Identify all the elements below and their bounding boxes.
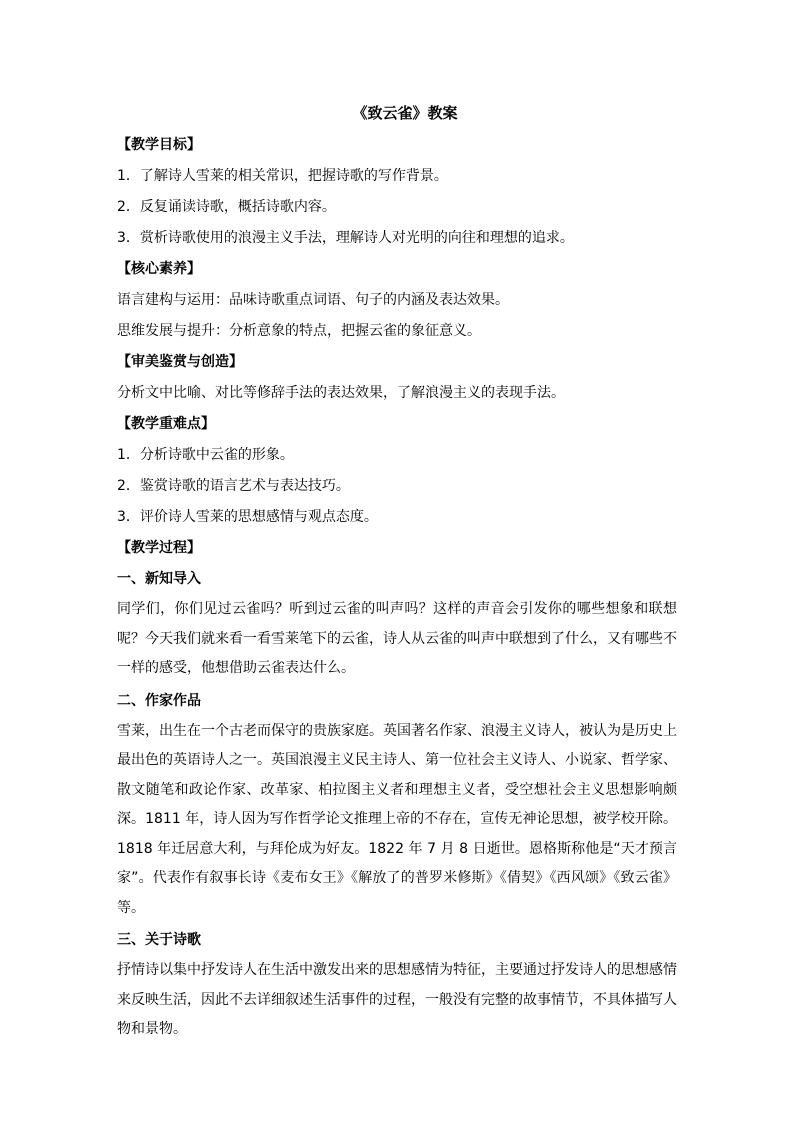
key-points-heading: 【教学重难点】	[117, 416, 215, 432]
objective-item: 2．反复诵读诗歌，概括诗歌内容。	[117, 199, 336, 215]
aesthetics-item: 分析文中比喻、对比等修辞手法的表达效果，了解浪漫主义的表现手法。	[117, 385, 565, 401]
aesthetics-heading: 【审美鉴赏与创造】	[117, 354, 243, 370]
document-body	[117, 100, 677, 1045]
intro-heading: 一、新知导入	[117, 571, 201, 587]
objective-item: 3．赏析诗歌使用的浪漫主义手法，理解诗人对光明的向往和理想的追求。	[117, 230, 574, 246]
process-heading: 【教学过程】	[117, 540, 201, 556]
literacy-item: 思维发展与提升：分析意象的特点，把握云雀的象征意义。	[117, 323, 481, 339]
poetry-paragraph: 抒情诗以集中抒发诗人在生活中激发出来的思想感情为特征，主要通过抒发诗人的思想感情来反映生活，因此不去详细叙述生活事件的过程，一般没有完整的故事情节，不具体描写人物和景物。	[117, 962, 677, 1037]
objectives-heading: 【教学目标】	[117, 137, 201, 153]
document-title: 《致云雀》教案	[352, 104, 458, 122]
objective-item: 1．了解诗人雪莱的相关常识，把握诗歌的写作背景。	[117, 168, 448, 184]
key-point-item: 1．分析诗歌中云雀的形象。	[117, 447, 294, 463]
author-paragraph: 雪莱，出生在一个古老而保守的贵族家庭。英国著名作家、浪漫主义诗人，被认为是历史上最出色的英语诗人之一。英国浪漫主义民主诗人、第一位社会主义诗人、小说家、哲学家、散文随笔和政论作家、改革家、柏拉图主义者和理想主义者，受空想社会主义思想影响颇深。1811 年，诗人因为写作哲学论文推理上帝的不存在，宣传无神论思想，被学校开除。1818 年迁居意大利，与拜伦成为好友。1822 年 7 月 8 日逝世。恩格斯称他是“天才预言家”。代表作有叙事长诗《麦布女王》《解放了的普罗米修斯》《倩契》《西风颂》《致云雀》等。	[117, 722, 677, 916]
poetry-heading: 三、关于诗歌	[117, 932, 201, 948]
author-heading: 二、作家作品	[117, 692, 201, 709]
key-point-item: 2．鉴赏诗歌的语言艺术与表达技巧。	[117, 478, 350, 494]
intro-paragraph: 同学们，你们见过云雀吗？听到过云雀的叫声吗？这样的声音会引发你的哪些想象和联想呢？今天我们就来看一看雪莱笔下的云雀，诗人从云雀的叫声中联想到了什么，又有哪些不一样的感受，他想借助云雀表达什么。	[117, 601, 677, 676]
key-point-item: 3．评价诗人雪莱的思想感情与观点态度。	[117, 509, 378, 525]
literacy-heading: 【核心素养】	[117, 261, 201, 277]
literacy-item: 语言建构与运用：品味诗歌重点词语、句子的内涵及表达效果。	[117, 292, 509, 308]
